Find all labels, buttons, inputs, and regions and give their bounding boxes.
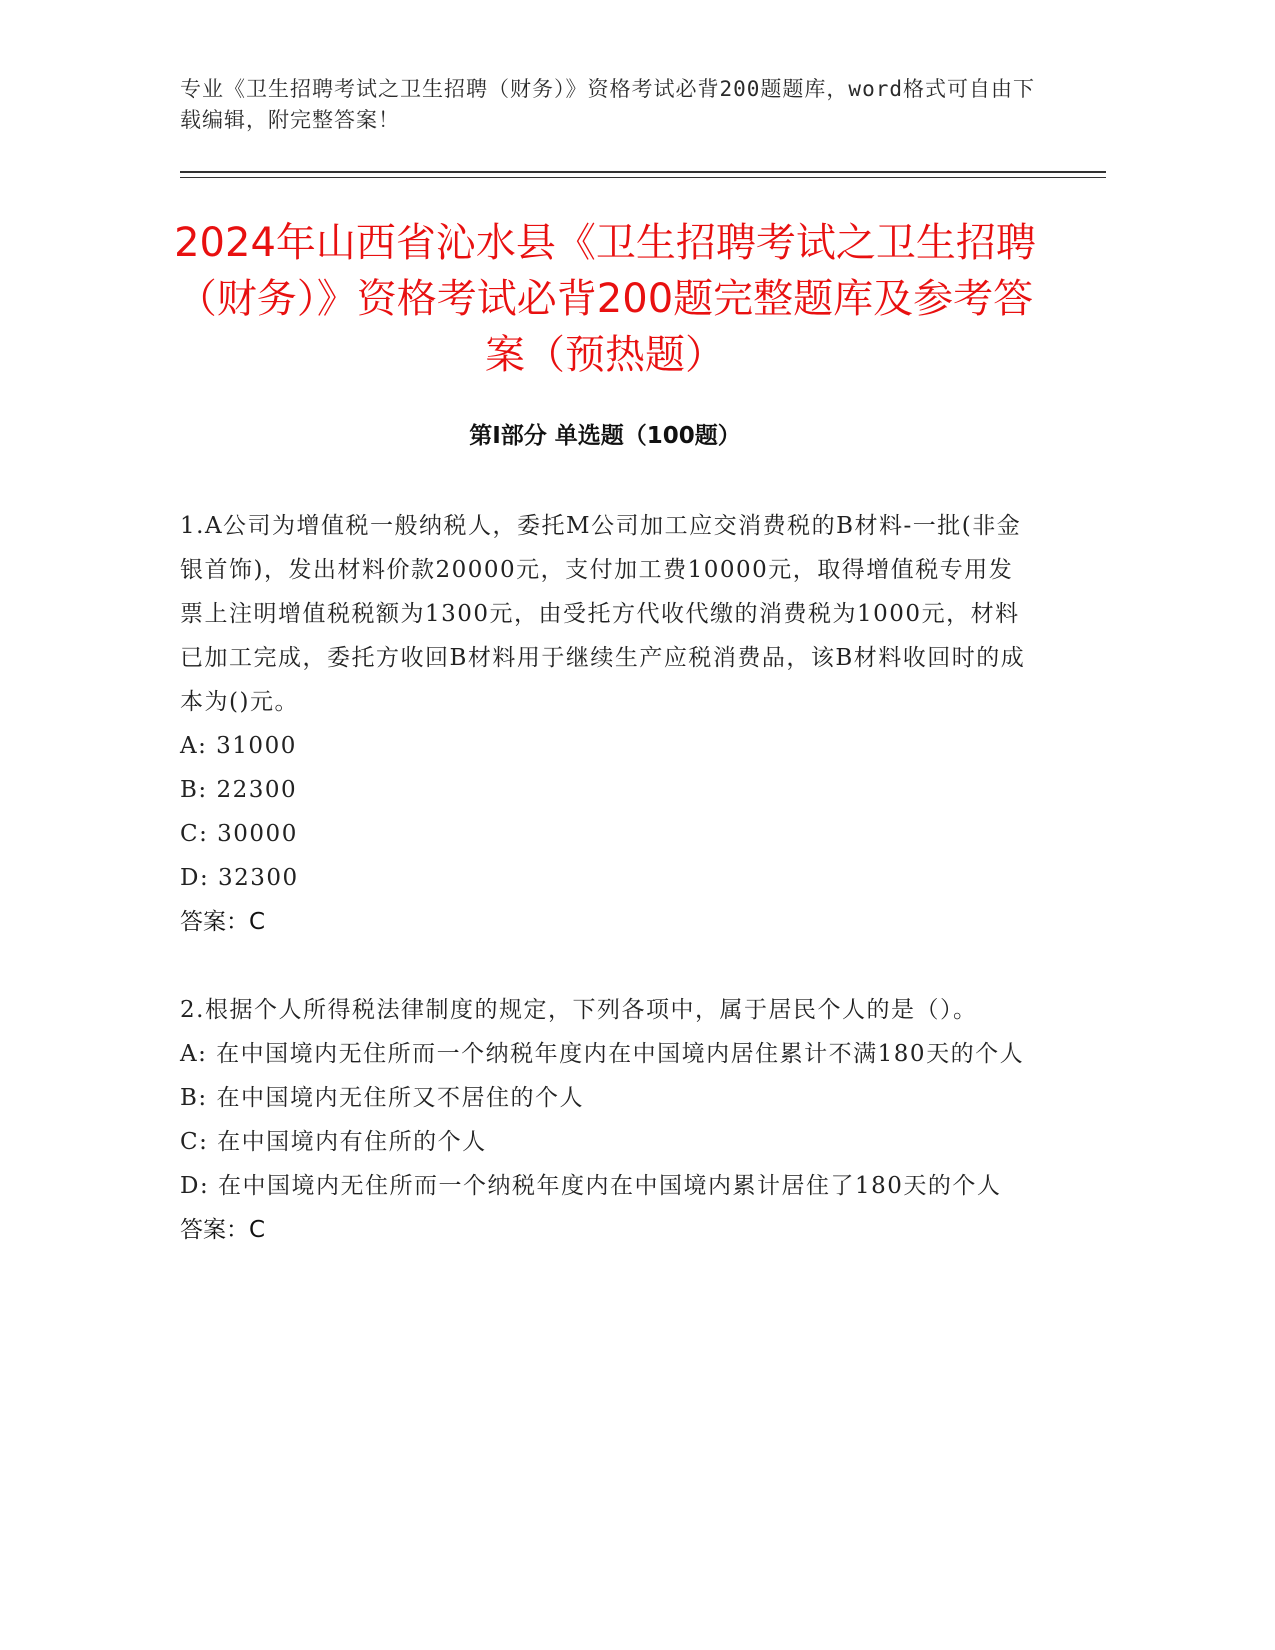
- option-d: D: 在中国境内无住所而一个纳税年度内在中国境内累计居住了180天的个人: [180, 1173, 1002, 1199]
- document-title: 2024年山西省沁水县《卫生招聘考试之卫生招聘（财务）》资格考试必背200题完整题库及参考答案（预热题）: [174, 220, 1036, 378]
- header-note: 专业《卫生招聘考试之卫生招聘（财务）》资格考试必背200题题库，word格式可自由下载编辑，附完整答案！: [180, 77, 1035, 132]
- option-d: D: 32300: [180, 865, 299, 891]
- answer-line: 答案：C: [180, 1217, 266, 1243]
- question-stem: 1.A公司为增值税一般纳税人，委托M公司加工应交消费税的B材料-一批(非金银首饰)，发出材料价款20000元，支付加工费10000元，取得增值税专用发票上注明增值税税额为1300元，由受托方代收代缴的消费税为1000元，材料已加工完成，委托方收回B材料用于继续生产应税消费品，该B材料收回时的成本为()元。: [180, 513, 1026, 715]
- option-c: C: 在中国境内有住所的个人: [180, 1129, 487, 1155]
- question-1: [180, 504, 1030, 944]
- option-a: A: 31000: [180, 733, 297, 759]
- option-b: B: 22300: [180, 777, 298, 803]
- option-a: A: 在中国境内无住所而一个纳税年度内在中国境内居住累计不满180天的个人: [180, 1041, 1025, 1067]
- question-stem: 2.根据个人所得税法律制度的规定，下列各项中，属于居民个人的是（）。: [180, 997, 978, 1023]
- header-divider-thick: [180, 171, 1106, 173]
- option-c: C: 30000: [180, 821, 298, 847]
- header-divider-thin: [180, 177, 1106, 178]
- question-2: [180, 988, 1030, 1252]
- section-title: 第I部分 单选题（100题）: [469, 423, 741, 449]
- option-b: B: 在中国境内无住所又不居住的个人: [180, 1085, 584, 1111]
- answer-line: 答案：C: [180, 909, 266, 935]
- question-list: [180, 504, 1030, 1296]
